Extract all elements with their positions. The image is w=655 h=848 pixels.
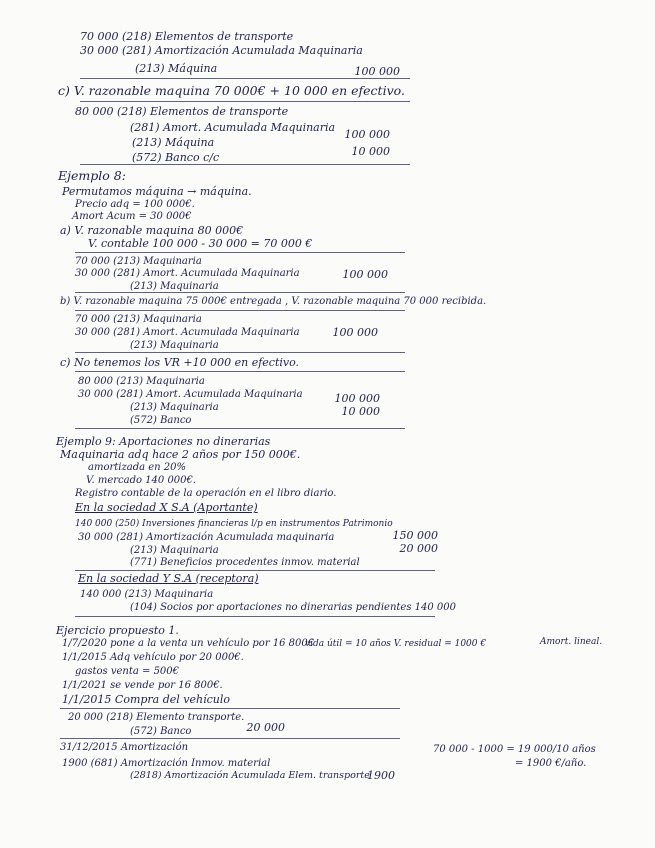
section-label: 31/12/2015 Amortización xyxy=(60,742,189,753)
entry-line: 70 000 (218) Elementos de transporte xyxy=(80,30,294,43)
example-heading: Ejemplo 9: Aportaciones no dinerarias xyxy=(56,435,271,448)
credit-amount: 20 000 xyxy=(399,542,438,555)
note-line: Permutamos máquina → máquina. xyxy=(62,185,252,198)
entry-line: 70 000 (213) Maquinaria xyxy=(75,256,202,267)
credit-amount: 100 000 xyxy=(332,326,378,339)
entry-line: (213) Maquinaria xyxy=(130,402,219,413)
divider-line xyxy=(75,252,405,253)
divider-line xyxy=(75,570,435,571)
entry-line: (213) Máquina xyxy=(135,62,218,75)
entry-line: 30 000 (281) Amortización Acumulada maquinaria xyxy=(78,532,335,543)
divider-line xyxy=(80,78,410,79)
note-line: 1/1/2021 se vende por 16 800€. xyxy=(62,680,223,691)
divider-line xyxy=(75,616,435,617)
credit-amount: 150 000 xyxy=(392,529,438,542)
entry-line: (213) Máquina xyxy=(132,136,215,149)
credit-amount: 100 000 xyxy=(334,392,380,405)
entry-line: (104) Socios por aportaciones no dinerarias pendientes 140 000 xyxy=(130,602,456,613)
divider-line xyxy=(75,352,405,353)
entry-line: 20 000 (218) Elemento transporte. xyxy=(68,712,245,723)
divider-line xyxy=(80,101,410,102)
entry-line: (572) Banco c/c xyxy=(132,151,220,164)
example-heading: Ejemplo 8: xyxy=(58,168,126,183)
note-line: Maquinaria adq hace 2 años por 150 000€. xyxy=(60,448,301,461)
credit-amount: 1900 xyxy=(367,769,395,782)
exercise-heading: Ejercicio propuesto 1. xyxy=(56,624,179,637)
entry-line: (213) Maquinaria xyxy=(130,545,219,556)
credit-amount: 100 000 xyxy=(354,65,400,78)
divider-line xyxy=(60,708,400,709)
note-line: amortizada en 20% xyxy=(88,462,186,473)
note-line: vida útil = 10 años V. residual = 1000 € xyxy=(305,639,487,649)
entry-line: 80 000 (218) Elementos de transporte xyxy=(75,105,289,118)
entry-line: 140 000 (213) Maquinaria xyxy=(80,589,214,600)
entry-line: 30 000 (281) Amort. Acumulada Maquinaria xyxy=(75,268,300,279)
entry-line: 80 000 (213) Maquinaria xyxy=(78,376,205,387)
case-heading: a) V. razonable maquina 80 000€ xyxy=(60,224,244,237)
credit-amount: 20 000 xyxy=(246,721,285,734)
note-line: Amort Acum = 30 000€ xyxy=(72,211,192,222)
entry-line: (2818) Amortización Acumulada Elem. transporte xyxy=(130,770,370,781)
entry-line: (213) Maquinaria xyxy=(130,340,219,351)
entry-line: (281) Amort. Acumulada Maquinaria xyxy=(130,121,336,134)
case-heading: b) V. razonable maquina 75 000€ entregada , V. razonable maquina 70 000 recibida. xyxy=(60,296,487,307)
section-label: En la sociedad Y S.A (receptora) xyxy=(78,572,259,585)
calculation-note: 70 000 - 1000 = 19 000/10 años xyxy=(433,744,596,755)
case-heading: c) No tenemos los VR +10 000 en efectivo. xyxy=(60,356,300,369)
note-line: V. contable 100 000 - 30 000 = 70 000 € xyxy=(88,237,313,250)
credit-amount: 10 000 xyxy=(341,405,380,418)
entry-line: 140 000 (250) Inversiones financieras l/p en instrumentos Patrimonio xyxy=(75,519,393,529)
entry-line: 1900 (681) Amortización Inmov. material xyxy=(62,758,271,769)
case-heading: c) V. razonable maquina 70 000€ + 10 000 en efectivo. xyxy=(58,83,405,98)
entry-line: (572) Banco xyxy=(130,726,192,737)
divider-line xyxy=(75,292,405,293)
credit-amount: 10 000 xyxy=(351,145,390,158)
note-line: Registro contable de la operación en el libro diario. xyxy=(75,488,337,499)
credit-amount: 100 000 xyxy=(342,268,388,281)
credit-amount: 100 000 xyxy=(344,128,390,141)
note-line: Amort. lineal. xyxy=(540,637,603,647)
divider-line xyxy=(80,164,410,165)
entry-line: 30 000 (281) Amortización Acumulada Maquinaria xyxy=(80,44,363,57)
entry-line: 30 000 (281) Amort. Acumulada Maquinaria xyxy=(75,327,300,338)
entry-line: (572) Banco xyxy=(130,415,192,426)
section-label: 1/1/2015 Compra del vehículo xyxy=(62,693,231,706)
calculation-note: = 1900 €/año. xyxy=(515,758,587,769)
section-label: En la sociedad X S.A (Aportante) xyxy=(75,501,258,514)
note-line: 1/1/2015 Adq vehículo por 20 000€. xyxy=(62,652,244,663)
note-line: Precio adq = 100 000€. xyxy=(75,199,195,210)
entry-line: 70 000 (213) Maquinaria xyxy=(75,314,202,325)
divider-line xyxy=(60,738,400,739)
entry-line: 30 000 (281) Amort. Acumulada Maquinaria xyxy=(78,389,303,400)
note-line: gastos venta = 500€ xyxy=(75,666,180,677)
divider-line xyxy=(75,428,405,429)
divider-line xyxy=(75,310,405,311)
note-line: V. mercado 140 000€. xyxy=(86,475,197,486)
entry-line: (213) Maquinaria xyxy=(130,281,219,292)
note-line: 1/7/2020 pone a la venta un vehículo por 16 800€ xyxy=(62,638,315,649)
entry-line: (771) Beneficios procedentes inmov. material xyxy=(130,557,360,568)
divider-line xyxy=(75,371,405,372)
